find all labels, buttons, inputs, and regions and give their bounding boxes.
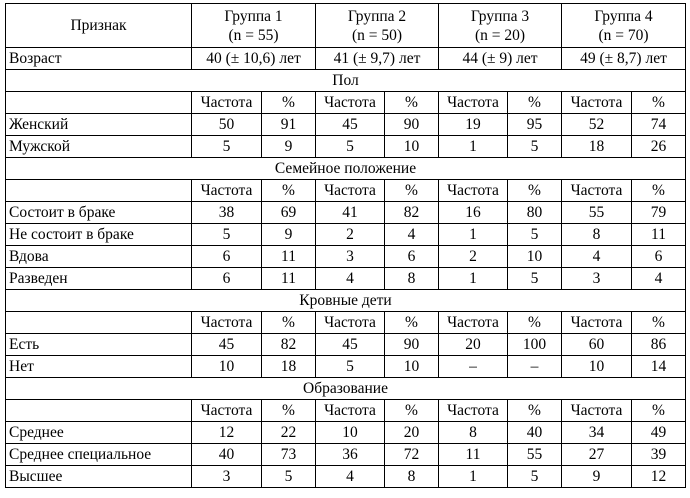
section-title-row	[6, 70, 686, 92]
percent-cell: 80	[508, 202, 562, 224]
percent-cell: 5	[508, 268, 562, 290]
frequency-cell: –	[439, 356, 508, 378]
frequency-cell: 45	[192, 334, 262, 356]
percent-cell: 74	[632, 114, 686, 136]
subheader-row	[6, 180, 686, 202]
section-title: Семейное положение	[6, 158, 686, 180]
frequency-cell: 2	[316, 224, 385, 246]
frequency-cell: 10	[192, 356, 262, 378]
row-label: Нет	[6, 356, 192, 378]
frequency-cell: 36	[316, 444, 385, 466]
age-group-2: 41 (± 9,7) лет	[316, 48, 439, 70]
frequency-cell: 38	[192, 202, 262, 224]
row-label: Женский	[6, 114, 192, 136]
age-row	[6, 48, 686, 70]
row-label: Среднее специальное	[6, 444, 192, 466]
subheader-percent: %	[262, 180, 316, 202]
frequency-cell: 60	[562, 334, 632, 356]
table-row	[6, 114, 686, 136]
percent-cell: 40	[508, 422, 562, 444]
group-3-name: Группа 3	[470, 7, 530, 25]
data-table	[5, 3, 686, 488]
percent-cell: 9	[262, 224, 316, 246]
frequency-cell: 45	[316, 334, 385, 356]
percent-cell: 73	[262, 444, 316, 466]
percent-cell: 55	[508, 444, 562, 466]
table-row	[6, 136, 686, 158]
frequency-cell: 3	[316, 246, 385, 268]
subheader-percent: %	[262, 400, 316, 422]
row-label: Мужской	[6, 136, 192, 158]
frequency-cell: 8	[562, 224, 632, 246]
frequency-cell: 52	[562, 114, 632, 136]
table-row	[6, 444, 686, 466]
group-3-n: (n = 20)	[474, 26, 526, 44]
frequency-cell: 1	[439, 136, 508, 158]
percent-cell: 8	[385, 268, 439, 290]
subheader-percent: %	[385, 92, 439, 114]
group-4-header	[562, 4, 686, 48]
percent-cell: 49	[632, 422, 686, 444]
subheader-percent: %	[632, 92, 686, 114]
frequency-cell: 1	[439, 466, 508, 488]
row-label: Высшее	[6, 466, 192, 488]
percent-cell: 72	[385, 444, 439, 466]
percent-cell: 22	[262, 422, 316, 444]
subheader-percent: %	[508, 180, 562, 202]
subheader-percent: %	[385, 312, 439, 334]
group-2-n: (n = 50)	[351, 26, 403, 44]
frequency-cell: 19	[439, 114, 508, 136]
subheader-row	[6, 92, 686, 114]
subheader-blank	[6, 92, 192, 114]
header-row	[6, 4, 686, 48]
age-group-1: 40 (± 10,6) лет	[192, 48, 316, 70]
table-row	[6, 224, 686, 246]
subheader-percent: %	[385, 180, 439, 202]
percent-cell: 79	[632, 202, 686, 224]
age-label: Возраст	[6, 48, 192, 70]
frequency-cell: 5	[192, 136, 262, 158]
frequency-cell: 34	[562, 422, 632, 444]
percent-cell: 4	[385, 224, 439, 246]
frequency-cell: 45	[316, 114, 385, 136]
subheader-frequency: Частота	[439, 400, 508, 422]
percent-cell: 82	[385, 202, 439, 224]
row-label: Состоит в браке	[6, 202, 192, 224]
frequency-cell: 1	[439, 224, 508, 246]
subheader-frequency: Частота	[439, 312, 508, 334]
group-2-name: Группа 2	[347, 7, 407, 25]
subheader-percent: %	[632, 180, 686, 202]
frequency-cell: 6	[192, 268, 262, 290]
frequency-cell: 4	[562, 246, 632, 268]
frequency-cell: 3	[562, 268, 632, 290]
group-3-header	[439, 4, 562, 48]
frequency-cell: 27	[562, 444, 632, 466]
percent-cell: 10	[385, 356, 439, 378]
percent-cell: 100	[508, 334, 562, 356]
frequency-cell: 41	[316, 202, 385, 224]
percent-cell: 10	[385, 136, 439, 158]
percent-cell: 6	[632, 246, 686, 268]
subheader-percent: %	[508, 400, 562, 422]
frequency-cell: 55	[562, 202, 632, 224]
percent-cell: 26	[632, 136, 686, 158]
table-row	[6, 356, 686, 378]
group-1-header	[192, 4, 316, 48]
percent-cell: 69	[262, 202, 316, 224]
percent-cell: 5	[262, 466, 316, 488]
subheader-frequency: Частота	[192, 92, 262, 114]
age-group-3: 44 (± 9) лет	[439, 48, 562, 70]
subheader-frequency: Частота	[562, 400, 632, 422]
section-title: Пол	[6, 70, 686, 92]
percent-cell: 10	[508, 246, 562, 268]
subheader-percent: %	[508, 312, 562, 334]
table-row	[6, 422, 686, 444]
subheader-row	[6, 400, 686, 422]
percent-cell: 12	[632, 466, 686, 488]
percent-cell: 5	[508, 136, 562, 158]
frequency-cell: 6	[192, 246, 262, 268]
subheader-percent: %	[385, 400, 439, 422]
section-title-row	[6, 158, 686, 180]
percent-cell: 4	[632, 268, 686, 290]
subheader-blank	[6, 312, 192, 334]
section-title-row	[6, 290, 686, 312]
percent-cell: 39	[632, 444, 686, 466]
group-4-n: (n = 70)	[598, 26, 649, 44]
group-1-n: (n = 55)	[228, 26, 279, 44]
subheader-frequency: Частота	[192, 312, 262, 334]
subheader-percent: %	[262, 92, 316, 114]
subheader-frequency: Частота	[439, 92, 508, 114]
frequency-cell: 1	[439, 268, 508, 290]
percent-cell: 90	[385, 114, 439, 136]
feature-header: Признак	[6, 4, 192, 48]
subheader-row	[6, 312, 686, 334]
table-row	[6, 246, 686, 268]
table-row	[6, 268, 686, 290]
table-row	[6, 202, 686, 224]
subheader-frequency: Частота	[192, 400, 262, 422]
subheader-frequency: Частота	[439, 180, 508, 202]
subheader-blank	[6, 400, 192, 422]
subheader-frequency: Частота	[316, 180, 385, 202]
frequency-cell: 4	[316, 466, 385, 488]
frequency-cell: 5	[316, 356, 385, 378]
section-title: Кровные дети	[6, 290, 686, 312]
subheader-percent: %	[632, 400, 686, 422]
subheader-frequency: Частота	[562, 92, 632, 114]
group-1-name: Группа 1	[224, 7, 283, 25]
subheader-frequency: Частота	[316, 400, 385, 422]
subheader-frequency: Частота	[316, 92, 385, 114]
frequency-cell: 2	[439, 246, 508, 268]
frequency-cell: 10	[562, 356, 632, 378]
frequency-cell: 16	[439, 202, 508, 224]
percent-cell: 11	[262, 246, 316, 268]
row-label: Разведен	[6, 268, 192, 290]
subheader-percent: %	[632, 312, 686, 334]
subheader-frequency: Частота	[562, 312, 632, 334]
frequency-cell: 40	[192, 444, 262, 466]
percent-cell: 91	[262, 114, 316, 136]
table-row	[6, 334, 686, 356]
frequency-cell: 5	[316, 136, 385, 158]
frequency-cell: 12	[192, 422, 262, 444]
frequency-cell: 8	[439, 422, 508, 444]
percent-cell: 14	[632, 356, 686, 378]
percent-cell: 20	[385, 422, 439, 444]
frequency-cell: 20	[439, 334, 508, 356]
row-label: Есть	[6, 334, 192, 356]
section-title: Образование	[6, 378, 686, 400]
subheader-percent: %	[262, 312, 316, 334]
frequency-cell: 5	[192, 224, 262, 246]
percent-cell: 5	[508, 466, 562, 488]
percent-cell: 11	[262, 268, 316, 290]
subheader-frequency: Частота	[192, 180, 262, 202]
subheader-frequency: Частота	[562, 180, 632, 202]
percent-cell: 6	[385, 246, 439, 268]
frequency-cell: 3	[192, 466, 262, 488]
percent-cell: 90	[385, 334, 439, 356]
percent-cell: 9	[262, 136, 316, 158]
group-4-name: Группа 4	[594, 7, 653, 25]
frequency-cell: 4	[316, 268, 385, 290]
frequency-cell: 10	[316, 422, 385, 444]
percent-cell: 95	[508, 114, 562, 136]
frequency-cell: 9	[562, 466, 632, 488]
frequency-cell: 50	[192, 114, 262, 136]
percent-cell: 82	[262, 334, 316, 356]
subheader-percent: %	[508, 92, 562, 114]
frequency-cell: 18	[562, 136, 632, 158]
percent-cell: 5	[508, 224, 562, 246]
group-2-header	[316, 4, 439, 48]
subheader-frequency: Частота	[316, 312, 385, 334]
row-label: Не состоит в браке	[6, 224, 192, 246]
percent-cell: –	[508, 356, 562, 378]
table-row	[6, 466, 686, 488]
section-title-row	[6, 378, 686, 400]
percent-cell: 18	[262, 356, 316, 378]
percent-cell: 8	[385, 466, 439, 488]
row-label: Среднее	[6, 422, 192, 444]
percent-cell: 86	[632, 334, 686, 356]
percent-cell: 11	[632, 224, 686, 246]
age-group-4: 49 (± 8,7) лет	[562, 48, 686, 70]
row-label: Вдова	[6, 246, 192, 268]
frequency-cell: 11	[439, 444, 508, 466]
subheader-blank	[6, 180, 192, 202]
